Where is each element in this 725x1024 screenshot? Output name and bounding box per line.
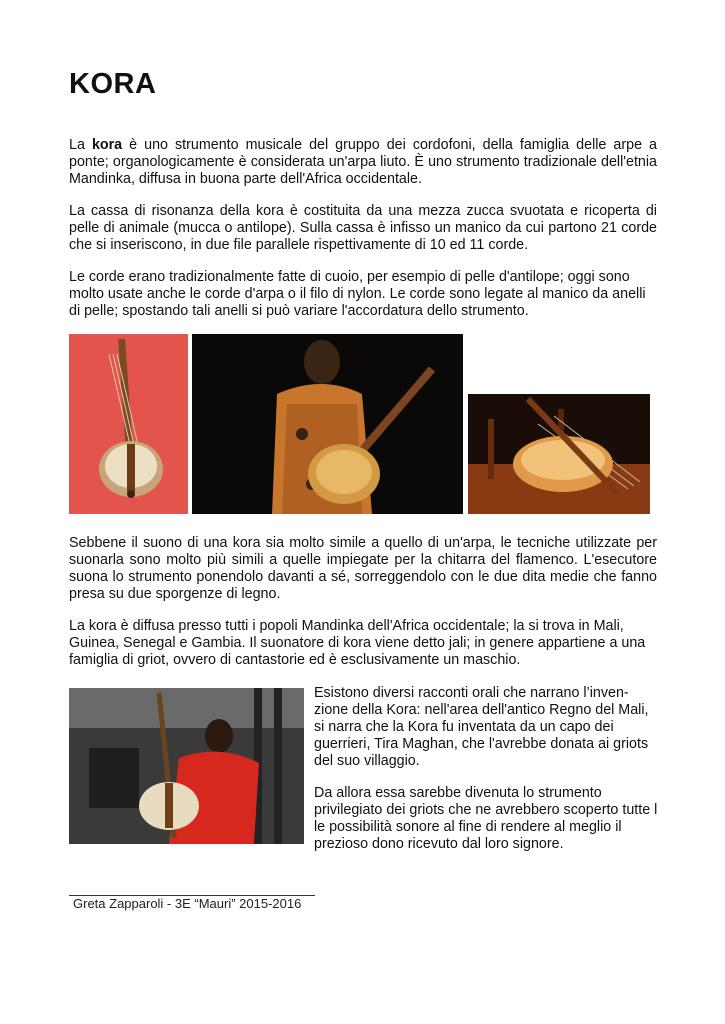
intro-prefix: La <box>69 137 92 153</box>
photo-kora-red-background <box>69 334 188 514</box>
intro-bold-term: kora <box>91 137 123 153</box>
intro-suffix: è uno strumento musicale del gruppo dei cordofoni, della famiglia delle arpe a ponte; organologicamente è considerata un'arpa liuto. È uno strumento tradizionale dell'etnia Mandinka, diffusa in buona parte dell'Africa occidentale. <box>69 137 657 187</box>
paragraph-technique: Sebbene il suono di una kora sia molto simile a quello di un'arpa, le tecniche utilizzate per suonarla sono molto più simili a quelle impiegate per la chitarra del flamenco. L'esecutore suona lo strumento ponendolo davanti a sé, sorreggendolo con le due dita medie che fanno presa su due sporgenze di legno. <box>69 535 657 602</box>
paragraph-resonator: La cassa di risonanza della kora è costituita da una mezza zucca svuotata e ricoperta di pelle di animale (mucca o antilope). Sulla cassa è infisso un manico da cui partono 21 corde che si inseriscono, in due file parallele rispettivamente di 10 ed 11 corde. <box>69 203 657 253</box>
paragraph-griots: Da allora essa sarebbe divenuta lo strumento privilegiato dei griots che ne avrebbero scoperto tutte l le possibilità sonore al fine di rendere al meglio il prezioso dono ricevuto dal loro signore. <box>314 785 658 852</box>
page-title: KORA <box>69 68 157 100</box>
photo-kora-musician-red <box>69 688 304 844</box>
intro-paragraph <box>69 137 657 188</box>
photo-kora-player <box>192 334 463 514</box>
paragraph-diffusion: La kora è diffusa presso tutti i popoli Mandinka dell'Africa occidentale; la si trova in Mali, Guinea, Senegal e Gambia. Il suonatore di kora viene detto jali; in genere appartiene a una famiglia di griot, ovvero di cantastorie ed è esclusivamente un maschio. <box>69 618 646 668</box>
footer-credit: Greta Zapparoli - 3E “Mauri” 2015-2016 <box>73 896 302 911</box>
photo-kora-closeup <box>468 394 650 514</box>
paragraph-strings: Le corde erano tradizionalmente fatte di cuoio, per esempio di pelle d'antilope; oggi sono molto usate anche le corde d'arpa o il filo di nylon. Le corde sono legate al manico da anelli di pelle; spostando tali anelli si può variare l'accordatura dello strumento. <box>69 269 646 319</box>
paragraph-legend: Esistono diversi racconti orali che narrano l’inven-zione della Kora: nell'area dell'antico Regno del Mali, si narra che la Kora fu inventata da un capo dei guerrieri, Tira Maghan, che l'avrebbe donata ai griots del suo villaggio. <box>314 685 649 769</box>
